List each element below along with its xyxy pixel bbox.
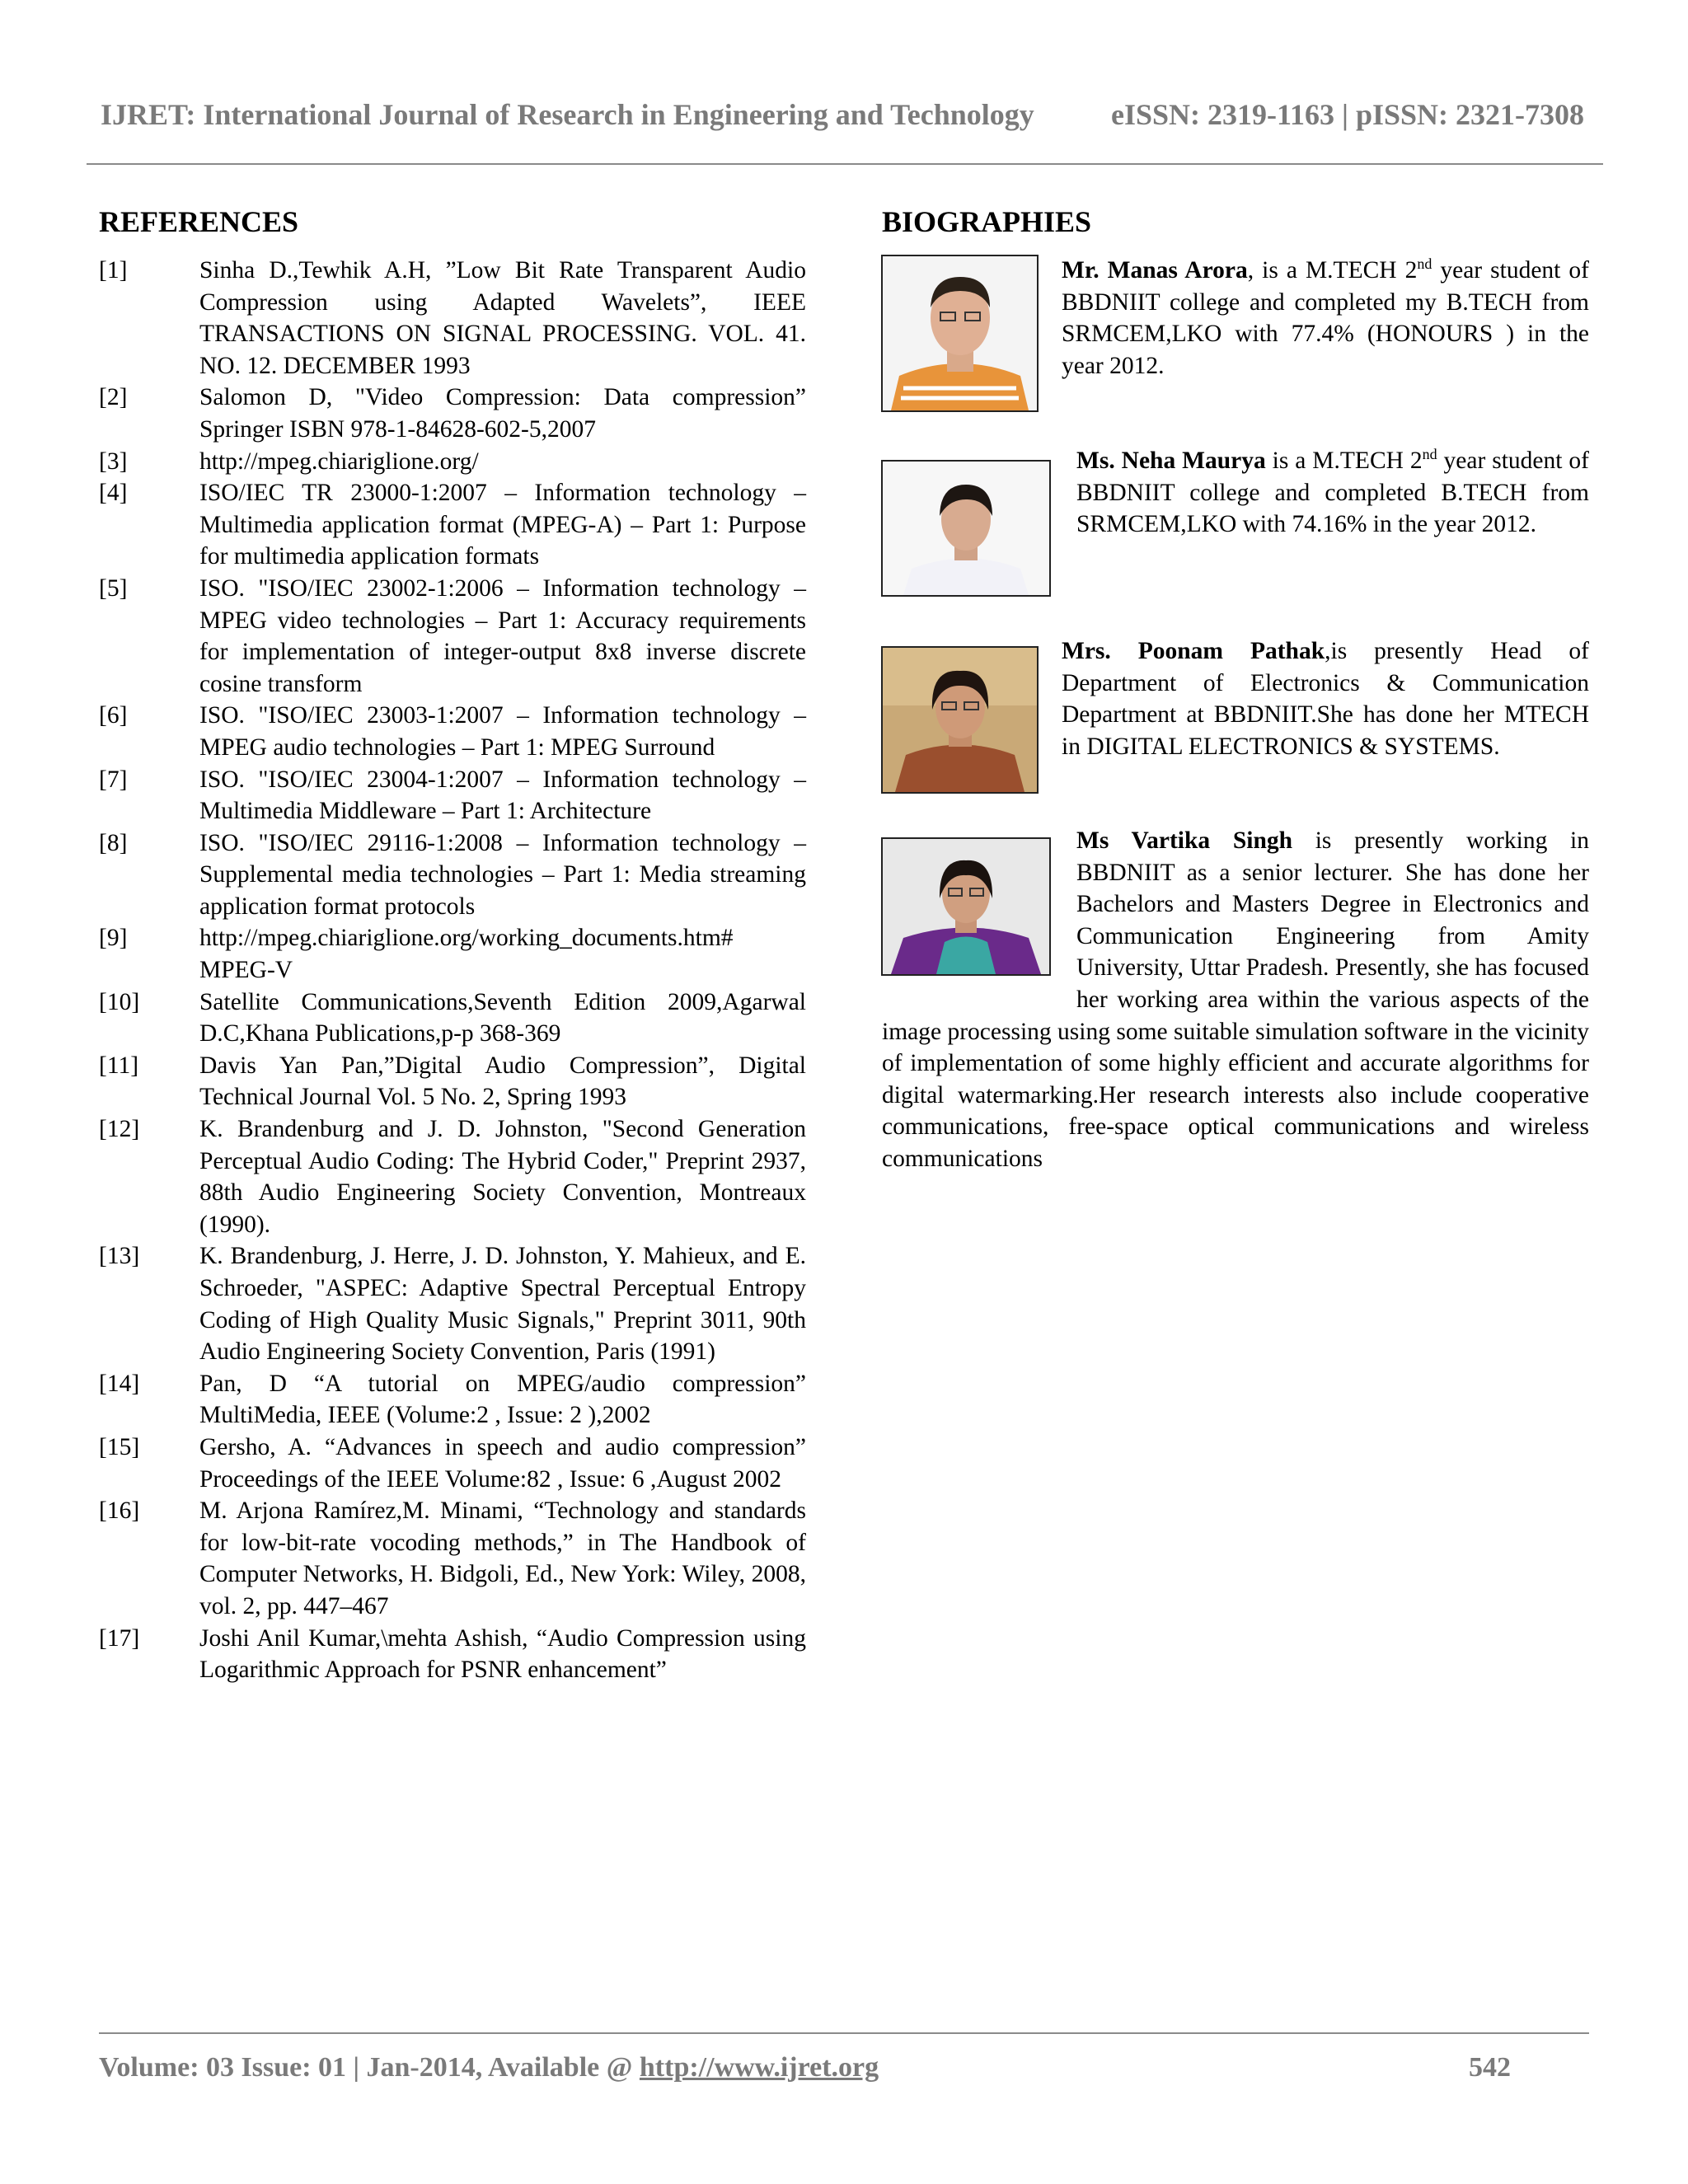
reference-number: [4] bbox=[99, 480, 128, 507]
reference-item bbox=[99, 446, 806, 478]
reference-number: [9] bbox=[99, 925, 128, 952]
reference-item bbox=[99, 987, 806, 1050]
reference-item bbox=[99, 255, 806, 382]
reference-item bbox=[99, 573, 806, 700]
reference-item bbox=[99, 922, 806, 986]
portrait-image bbox=[883, 256, 1037, 410]
bio-superscript: nd bbox=[1417, 255, 1432, 273]
running-header bbox=[101, 97, 1584, 132]
bio-text-part: is presently working in BBDNIIT as a senior lecturer. She has done her Bachelors and Masters Degree in Electronics and Communication Engineering from Amity University, Uttar Pradesh. Presently, she has focused her working area within the various aspects of the image processing using some suitable simulation software in the vicinity of implementation of some highly efficient and accurate algorithms for digital watermarking.Her research interests also include cooperative communications, free-space optical communications and wireless communications bbox=[882, 827, 1589, 1172]
bio-text-part: is a M.TECH 2 bbox=[1265, 448, 1423, 474]
bio-name: Mr. Manas Arora bbox=[1062, 257, 1248, 284]
reference-number: [16] bbox=[99, 1497, 140, 1525]
photo-poonam-pathak bbox=[881, 646, 1039, 794]
portrait-image bbox=[883, 648, 1037, 792]
bio-poonam-pathak bbox=[1062, 635, 1589, 762]
bio-vartika-singh bbox=[882, 825, 1589, 1175]
biographies-heading: BIOGRAPHIES bbox=[882, 205, 1092, 238]
bio-text-part: year student of BBDNIIT college and completed B.TECH from SRMCEM,LKO with 74.16% in the year 2012. bbox=[1076, 448, 1589, 538]
references-heading: REFERENCES bbox=[99, 205, 299, 238]
reference-item bbox=[99, 1240, 806, 1367]
reference-item bbox=[99, 382, 806, 445]
reference-number: [12] bbox=[99, 1116, 140, 1143]
reference-item bbox=[99, 764, 806, 827]
reference-number: [3] bbox=[99, 448, 128, 475]
reference-number: [7] bbox=[99, 766, 128, 793]
footer-divider bbox=[99, 2032, 1589, 2034]
bio-name: Mrs. Poonam Pathak bbox=[1062, 638, 1325, 664]
reference-text: ISO. "ISO/IEC 29116-1:2008 – Information technology – Supplemental media technologies – Part 1: Media streaming application format protocols bbox=[199, 829, 806, 920]
float-spacer bbox=[882, 825, 1076, 986]
reference-text: Pan, D “A tutorial on MPEG/audio compression” MultiMedia, IEEE (Volume:2 , Issue: 2 ),2002 bbox=[199, 1370, 806, 1429]
reference-text: M. Arjona Ramírez,M. Minami, “Technology and standards for low-bit-rate vocoding methods,” in The Handbook of Computer Networks, H. Bidgoli, Ed., New York: Wiley, 2008, vol. 2, pp. 447–467 bbox=[199, 1497, 806, 1619]
reference-text: ISO/IEC TR 23000-1:2007 – Information technology – Multimedia application format (MPEG-A) – Part 1: Purpose for multimedia application formats bbox=[199, 480, 806, 570]
reference-number: [2] bbox=[99, 384, 128, 411]
reference-text: Joshi Anil Kumar,\mehta Ashish, “Audio Compression using Logarithmic Approach for PSNR enhancement” bbox=[199, 1624, 806, 1684]
reference-text: http://mpeg.chiariglione.org/working_documents.htm# MPEG-V bbox=[199, 925, 734, 984]
bio-name: Ms Vartika Singh bbox=[1076, 827, 1293, 854]
reference-number: [10] bbox=[99, 988, 140, 1015]
photo-neha-maurya bbox=[881, 460, 1051, 597]
bio-manas-arora bbox=[1062, 255, 1589, 382]
bio-name: Ms. Neha Maurya bbox=[1076, 448, 1266, 474]
bio-superscript: nd bbox=[1422, 446, 1437, 463]
reference-text: Salomon D, "Video Compression: Data compression” Springer ISBN 978-1-84628-602-5,2007 bbox=[199, 384, 806, 443]
reference-text: Satellite Communications,Seventh Edition 2009,Agarwal D.C,Khana Publications,p-p 368-369 bbox=[199, 988, 806, 1047]
portrait-image bbox=[883, 462, 1049, 595]
reference-item bbox=[99, 1432, 806, 1495]
reference-item bbox=[99, 827, 806, 923]
reference-text: Davis Yan Pan,”Digital Audio Compression”, Digital Technical Journal Vol. 5 No. 2, Spring 1993 bbox=[199, 1052, 806, 1111]
reference-item bbox=[99, 1368, 806, 1432]
bio-text-part: ,is presently Head of Department of Electronics & Communication Department at BBDNIIT.She has done her MTECH in DIGITAL ELECTRONICS & SYSTEMS. bbox=[1062, 638, 1590, 760]
header-divider bbox=[87, 163, 1603, 165]
reference-text: K. Brandenburg and J. D. Johnston, "Second Generation Perceptual Audio Coding: The Hybrid Coder," Preprint 2937, 88th Audio Engineering Society Convention, Montreaux (1990). bbox=[199, 1116, 806, 1238]
reference-number: [14] bbox=[99, 1370, 140, 1397]
reference-number: [11] bbox=[99, 1052, 139, 1079]
reference-text: ISO. "ISO/IEC 23004-1:2007 – Information technology – Multimedia Middleware – Part 1: Architecture bbox=[199, 766, 806, 825]
reference-text: ISO. "ISO/IEC 23002-1:2006 – Information technology – MPEG video technologies – Part 1: Accuracy requirements for implementation of integer-output 8x8 inverse discrete cosine transform bbox=[199, 574, 806, 697]
reference-number: [6] bbox=[99, 702, 128, 729]
bio-text-part: year student of BBDNIIT college and completed my B.TECH from SRMCEM,LKO with 77.4% (HONOURS ) in the year 2012. bbox=[1062, 257, 1589, 379]
reference-number: [8] bbox=[99, 829, 128, 856]
reference-item bbox=[99, 700, 806, 763]
reference-text: Gersho, A. “Advances in speech and audio compression” Proceedings of the IEEE Volume:82 , Issue: 6 ,August 2002 bbox=[199, 1433, 806, 1493]
reference-list bbox=[99, 255, 806, 1686]
reference-text: ISO. "ISO/IEC 23003-1:2007 – Information technology – MPEG audio technologies – Part 1: MPEG Surround bbox=[199, 702, 806, 761]
reference-item bbox=[99, 1050, 806, 1113]
reference-item bbox=[99, 477, 806, 573]
bio-text-part: , is a M.TECH 2 bbox=[1247, 257, 1418, 284]
footer-link[interactable]: http://www.ijret.org bbox=[639, 2052, 879, 2083]
footer-info bbox=[99, 2052, 879, 2083]
reference-item bbox=[99, 1495, 806, 1622]
reference-number: [5] bbox=[99, 574, 128, 602]
reference-number: [13] bbox=[99, 1243, 140, 1270]
reference-number: [17] bbox=[99, 1624, 140, 1652]
issn-info: eISSN: 2319-1163 | pISSN: 2321-7308 bbox=[1111, 98, 1584, 131]
reference-item bbox=[99, 1623, 806, 1686]
photo-manas-arora bbox=[881, 255, 1039, 412]
reference-item bbox=[99, 1113, 806, 1240]
reference-number: [1] bbox=[99, 257, 128, 284]
journal-name: IJRET: International Journal of Research in Engineering and Technology bbox=[101, 98, 1034, 131]
bio-neha-maurya bbox=[1076, 445, 1589, 541]
reference-number: [15] bbox=[99, 1433, 140, 1460]
footer-volume: Volume: 03 Issue: 01 | Jan-2014, Available @ bbox=[99, 2052, 640, 2083]
reference-text: K. Brandenburg, J. Herre, J. D. Johnston, Y. Mahieux, and E. Schroeder, "ASPEC: Adaptive Spectral Perceptual Entropy Coding of High Quality Music Signals," Preprint 3011, 90th Audio Engineering Society Convention, Paris (1991) bbox=[199, 1243, 806, 1366]
reference-text: http://mpeg.chiariglione.org/ bbox=[199, 448, 479, 475]
reference-text: Sinha D.,Tewhik A.H, ”Low Bit Rate Transparent Audio Compression using Adapted Wavelets”, IEEE TRANSACTIONS ON SIGNAL PROCESSING. VOL. 41. NO. 12. DECEMBER 1993 bbox=[199, 257, 806, 379]
page-number: 542 bbox=[1469, 2052, 1511, 2083]
